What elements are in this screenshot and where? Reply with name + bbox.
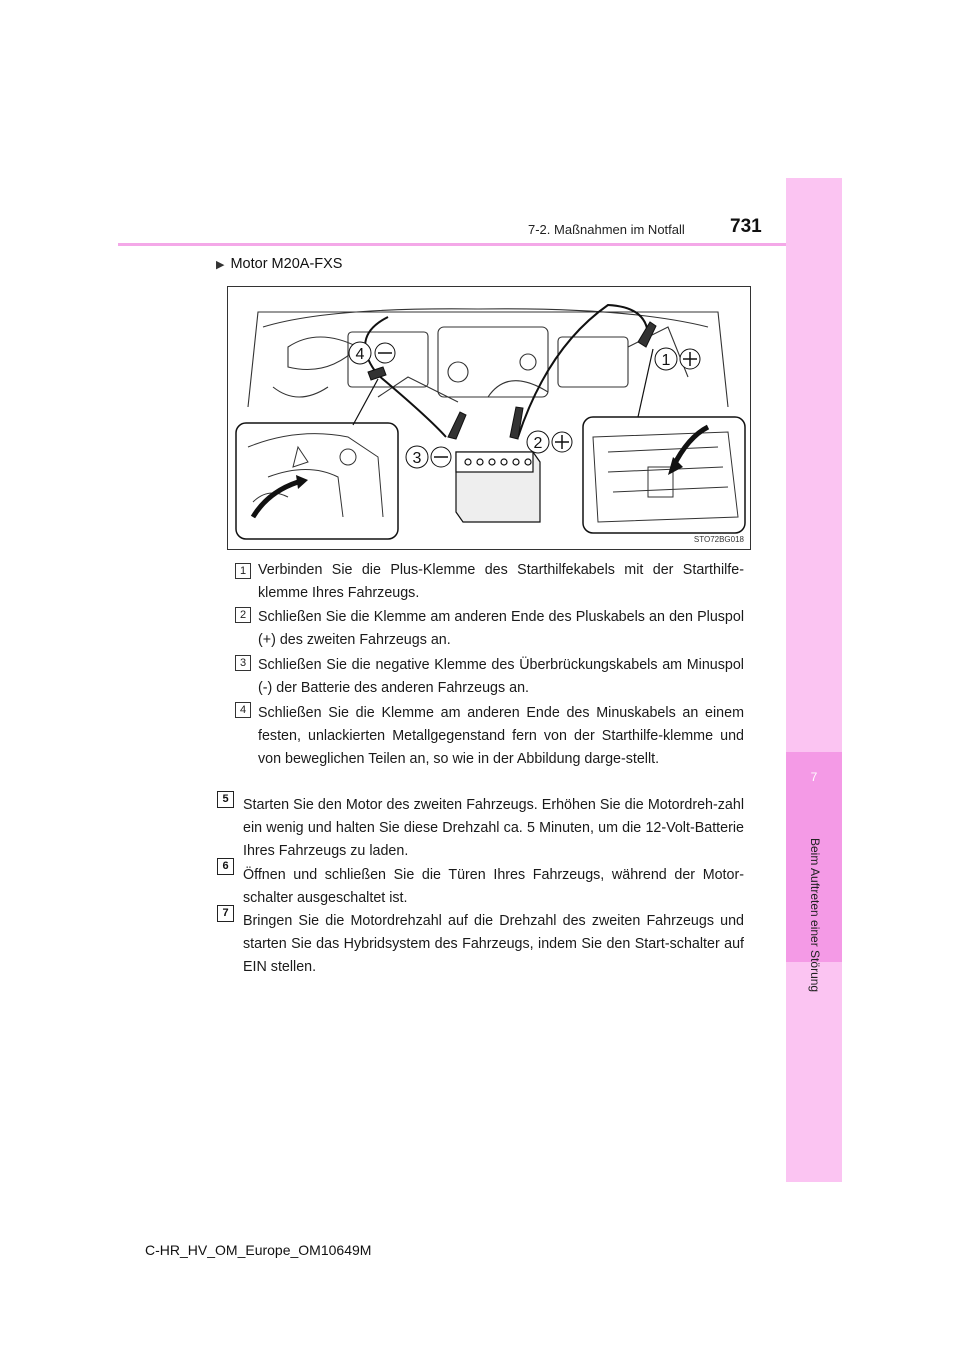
page-number: 731 <box>730 216 762 237</box>
sub-step-number: 3 <box>235 655 251 671</box>
svg-text:2: 2 <box>533 435 543 452</box>
section-label: 7-2. Maßnahmen im Notfall <box>528 222 685 237</box>
sub-step-text: Schließen Sie die Klemme am anderen Ende des Pluskabels an den Pluspol (+) des zweiten Fahrzeugs an. <box>258 609 744 648</box>
step-number-box: 7 <box>217 905 234 922</box>
step-number-box: 6 <box>217 858 234 875</box>
triangle-right-icon: ▶ <box>216 259 225 271</box>
document-id: C-HR_HV_OM_Europe_OM10649M <box>145 1242 372 1258</box>
chapter-side-tab <box>786 178 842 1182</box>
engine-bay-drawing <box>228 287 750 549</box>
figure-code: STO72BG018 <box>693 535 744 544</box>
callout-2 <box>527 431 572 453</box>
chapter-number: 7 <box>810 770 818 784</box>
callout-4 <box>349 342 395 364</box>
engine-label-text: Motor M20A-FXS <box>230 256 343 272</box>
engine-subsection-label <box>216 256 342 272</box>
step-text: Öffnen und schließen Sie die Türen Ihres Fahrzeugs, während der Motor-schalter ausgeschaltet ist. <box>243 867 744 906</box>
callout-3 <box>406 446 451 468</box>
step-text: Bringen Sie die Motordrehzahl auf die Drehzahl des zweiten Fahrzeugs und starten Sie das Hybridsystem des Fahrzeugs, indem Sie den Start-schalter auf EIN stellen. <box>243 913 744 975</box>
svg-text:3: 3 <box>412 450 422 467</box>
svg-text:1: 1 <box>661 352 671 369</box>
sub-step-text: Schließen Sie die Klemme am anderen Ende des Minuskabels an einem festen, unlackierten Metallgegenstand fern von der Starthilfe-klemme und von beweglichen Teilen an, so wie in der Abbildung darge-stellt. <box>258 705 744 767</box>
step-text: Starten Sie den Motor des zweiten Fahrzeugs. Erhöhen Sie die Motordreh-zahl ein wenig und halten Sie diese Drehzahl ca. 5 Minuten, um die 12-Volt-Batterie Ihres Fahrzeugs zu laden. <box>243 797 744 859</box>
sub-step-number: 4 <box>235 702 251 718</box>
jump-start-illustration <box>227 286 751 550</box>
sub-step-text: Schließen Sie die negative Klemme des Überbrückungskabels am Minuspol (-) der Batterie des anderen Fahrzeugs an. <box>258 657 744 696</box>
step-number-box: 5 <box>217 791 234 808</box>
chapter-title: Beim Auftreten einer Störung <box>808 838 822 993</box>
sub-step-text: Verbinden Sie die Plus-Klemme des Starthilfekabels mit der Starthilfe-klemme Ihres Fahrzeugs. <box>258 562 744 601</box>
svg-text:4: 4 <box>355 346 365 363</box>
sub-step-number: 2 <box>235 607 251 623</box>
sub-step-number: 1 <box>235 563 251 579</box>
header-rule <box>118 243 786 246</box>
